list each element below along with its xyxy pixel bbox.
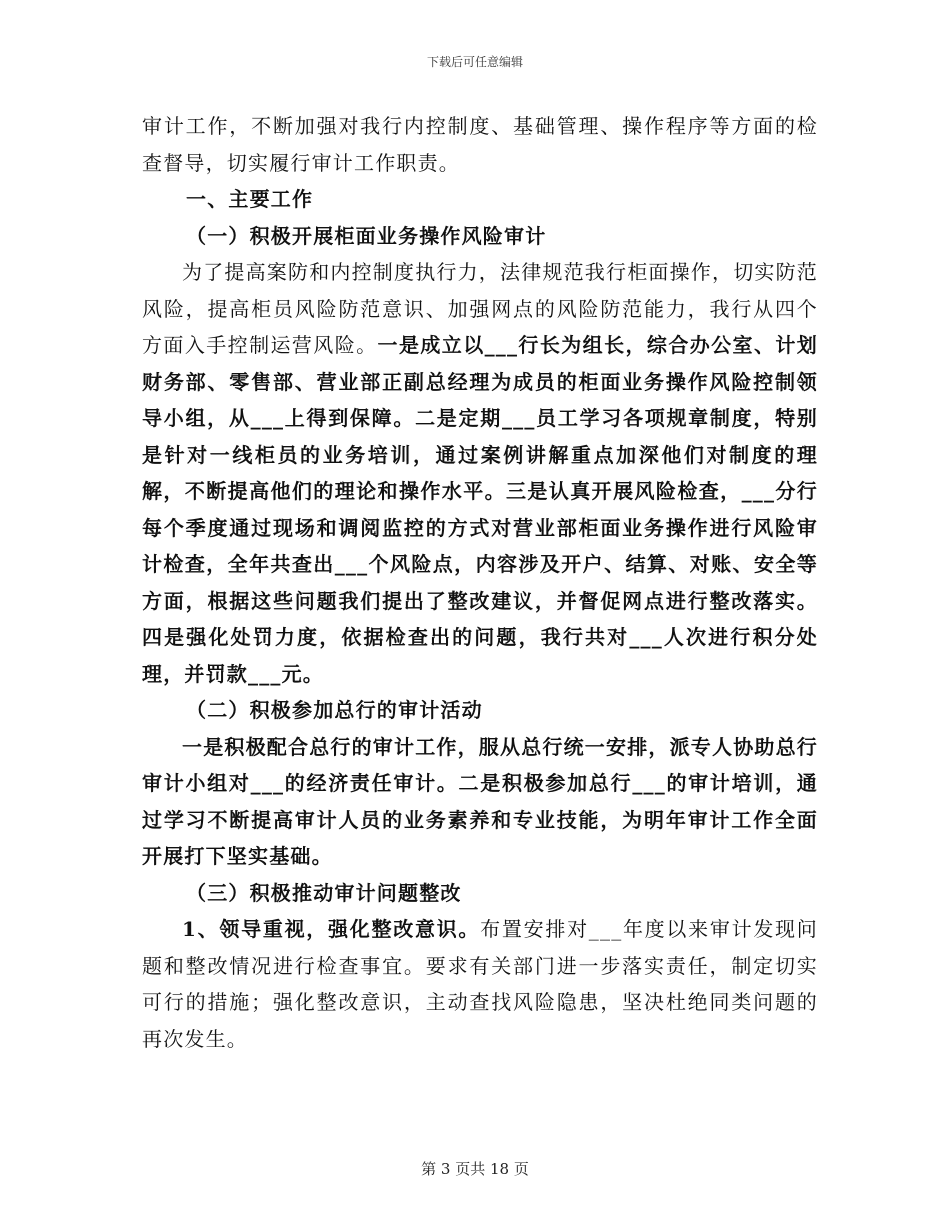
paragraph-counter-risk [142, 254, 818, 692]
subheading-head-office-audit: （二）积极参加总行的审计活动 [186, 698, 483, 722]
paragraph-rectification-lead: 1、领导重视，强化整改意识。 [182, 917, 481, 941]
heading-main-work: 一、主要工作 [186, 187, 314, 211]
page-header: 下载后可任意编辑 [426, 55, 523, 69]
document-body [142, 108, 818, 1057]
paragraph-counter-risk-lead: 为了提高案防和内控制度执行力，法律规范我行柜面操作，切实防范风险，提高柜员风险防范意识、加强网点的风险防范能力，我行从四个方面入手控制运营风险。 [142, 260, 818, 357]
paragraph-head-office-audit: 一是积极配合总行的审计工作，服从总行统一安排，派专人协助总行审计小组对___的经济责任审计。二是积极参加总行___的审计培训，通过学习不断提高审计人员的业务素养和专业技能，为明年审计工作全面开展打下坚实基础。 [142, 734, 818, 868]
paragraph-rectification-body: 布置安排对___年度以来审计发现问题和整改情况进行检查事宜。要求有关部门进一步落实责任，制定切实可行的措施；强化整改意识，主动查找风险隐患，坚决杜绝同类问题的再次发生。 [142, 917, 818, 1051]
page-footer: 第 3 页共 18 页 [421, 1160, 529, 1178]
paragraph-rectification [142, 911, 818, 1057]
subheading-rectification: （三）积极推动审计问题整改 [186, 880, 462, 905]
paragraph-audit-intro: 审计工作，不断加强对我行内控制度、基础管理、操作程序等方面的检查督导，切实履行审计工作职责。 [142, 114, 818, 175]
subheading-counter-risk-audit: （一）积极开展柜面业务操作风险审计 [186, 223, 547, 248]
paragraph-counter-risk-measures: 一是成立以___行长为组长，综合办公室、计划财务部、零售部、营业部正副总经理为成员的柜面业务操作风险控制领导小组，从___上得到保障。二是定期___员工学习各项规章制度，特别是针对一线柜员的业务培训，通过案例讲解重点加深他们对制度的理解，不断提高他们的理论和操作水平。三是认真开展风险检查，___分行每个季度通过现场和调阅监控的方式对营业部柜面业务操作进行风险审计检查，全年共查出___个风险点，内容涉及开户、结算、对账、安全等方面，根据这些问题我们提出了整改建议，并督促网点进行整改落实。四是强化处罚力度，依据检查出的问题，我行共对___人次进行积分处理，并罚款___元。 [142, 333, 818, 686]
